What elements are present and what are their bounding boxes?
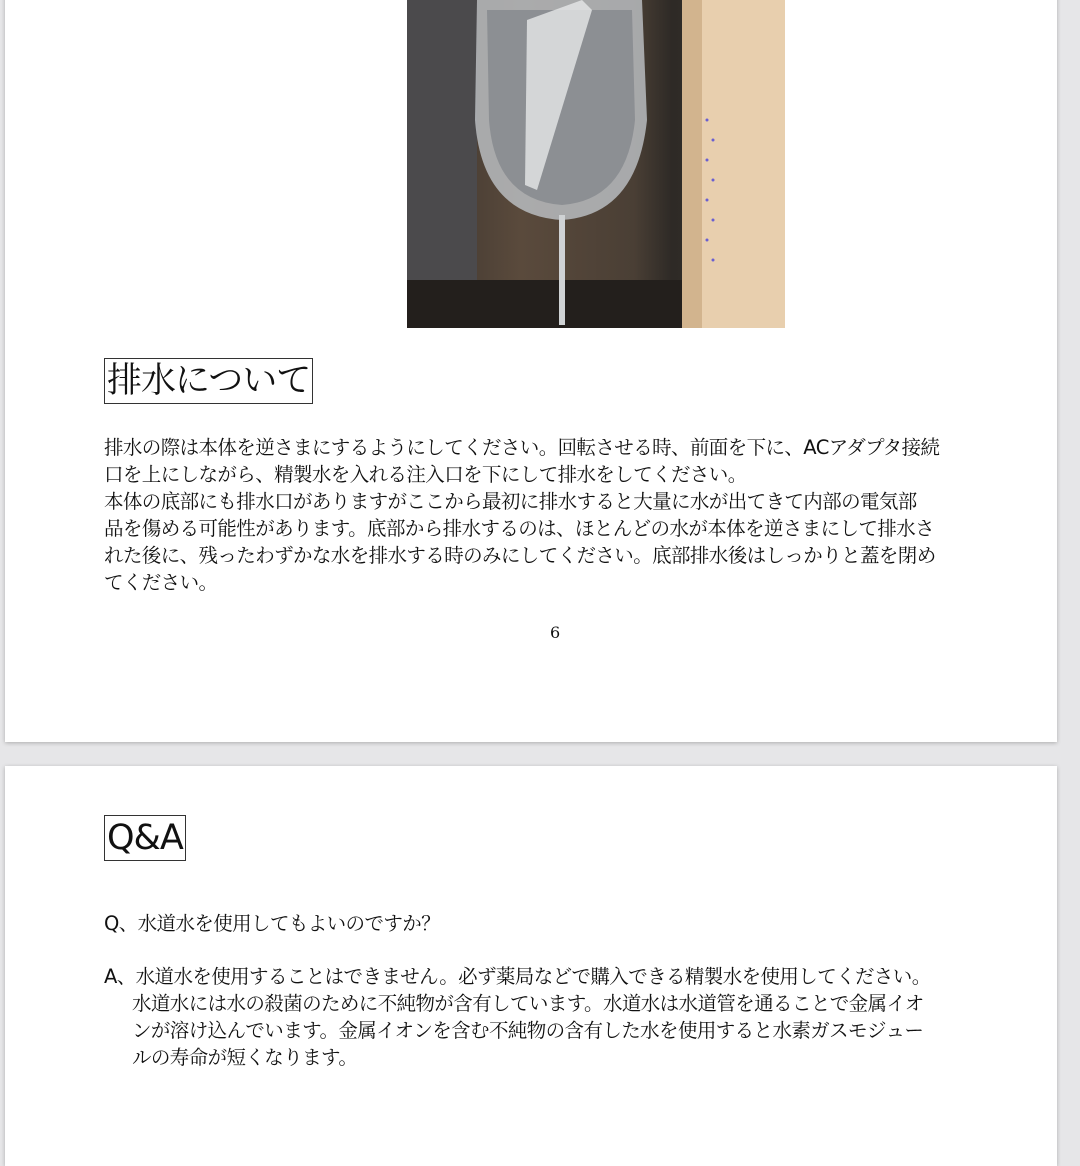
- drainage-instructions: [104, 434, 939, 596]
- text-line: 本体の底部にも排水口がありますがここから最初に排水すると大量に水が出てきて内部の電気部: [104, 490, 917, 513]
- page-number: 6: [550, 623, 561, 642]
- photo-illustration: [407, 0, 785, 328]
- text-line: てください。: [104, 571, 218, 594]
- section-heading-drainage: 排水について: [104, 358, 313, 404]
- text-line: 口を上にしながら、精製水を入れる注入口を下にして排水をしてください。: [104, 463, 747, 486]
- text-line: ンが溶け込んでいます。金属イオンを含む不純物の含有した水を使用すると水素ガスモジュー: [132, 1019, 924, 1042]
- text-line: れた後に、残ったわずかな水を排水する時のみにしてください。底部排水後はしっかりと蓋を閉め: [104, 544, 936, 567]
- product-photo-wine-glass: [407, 0, 785, 328]
- answer-text: [104, 963, 931, 1071]
- text-line: A、水道水を使用することはできません。必ず薬局などで購入できる精製水を使用してください。: [104, 965, 931, 988]
- document-page-7: [5, 766, 1057, 1166]
- text-line: 排水の際は本体を逆さまにするようにしてください。回転させる時、前面を下に、ACアダプタ接続: [104, 436, 940, 459]
- text-line: 品を傷める可能性があります。底部から排水するのは、ほとんどの水が本体を逆さまにして排水さ: [104, 517, 935, 540]
- text-line: 水道水には水の殺菌のために不純物が含有しています。水道水は水道管を通ることで金属イオ: [132, 992, 924, 1015]
- text-line: ルの寿命が短くなります。: [132, 1046, 358, 1069]
- section-heading-qa: Q&A: [104, 815, 186, 861]
- document-page-6: [5, 0, 1057, 742]
- question-text: Q、水道水を使用してもよいのですか？: [104, 912, 441, 935]
